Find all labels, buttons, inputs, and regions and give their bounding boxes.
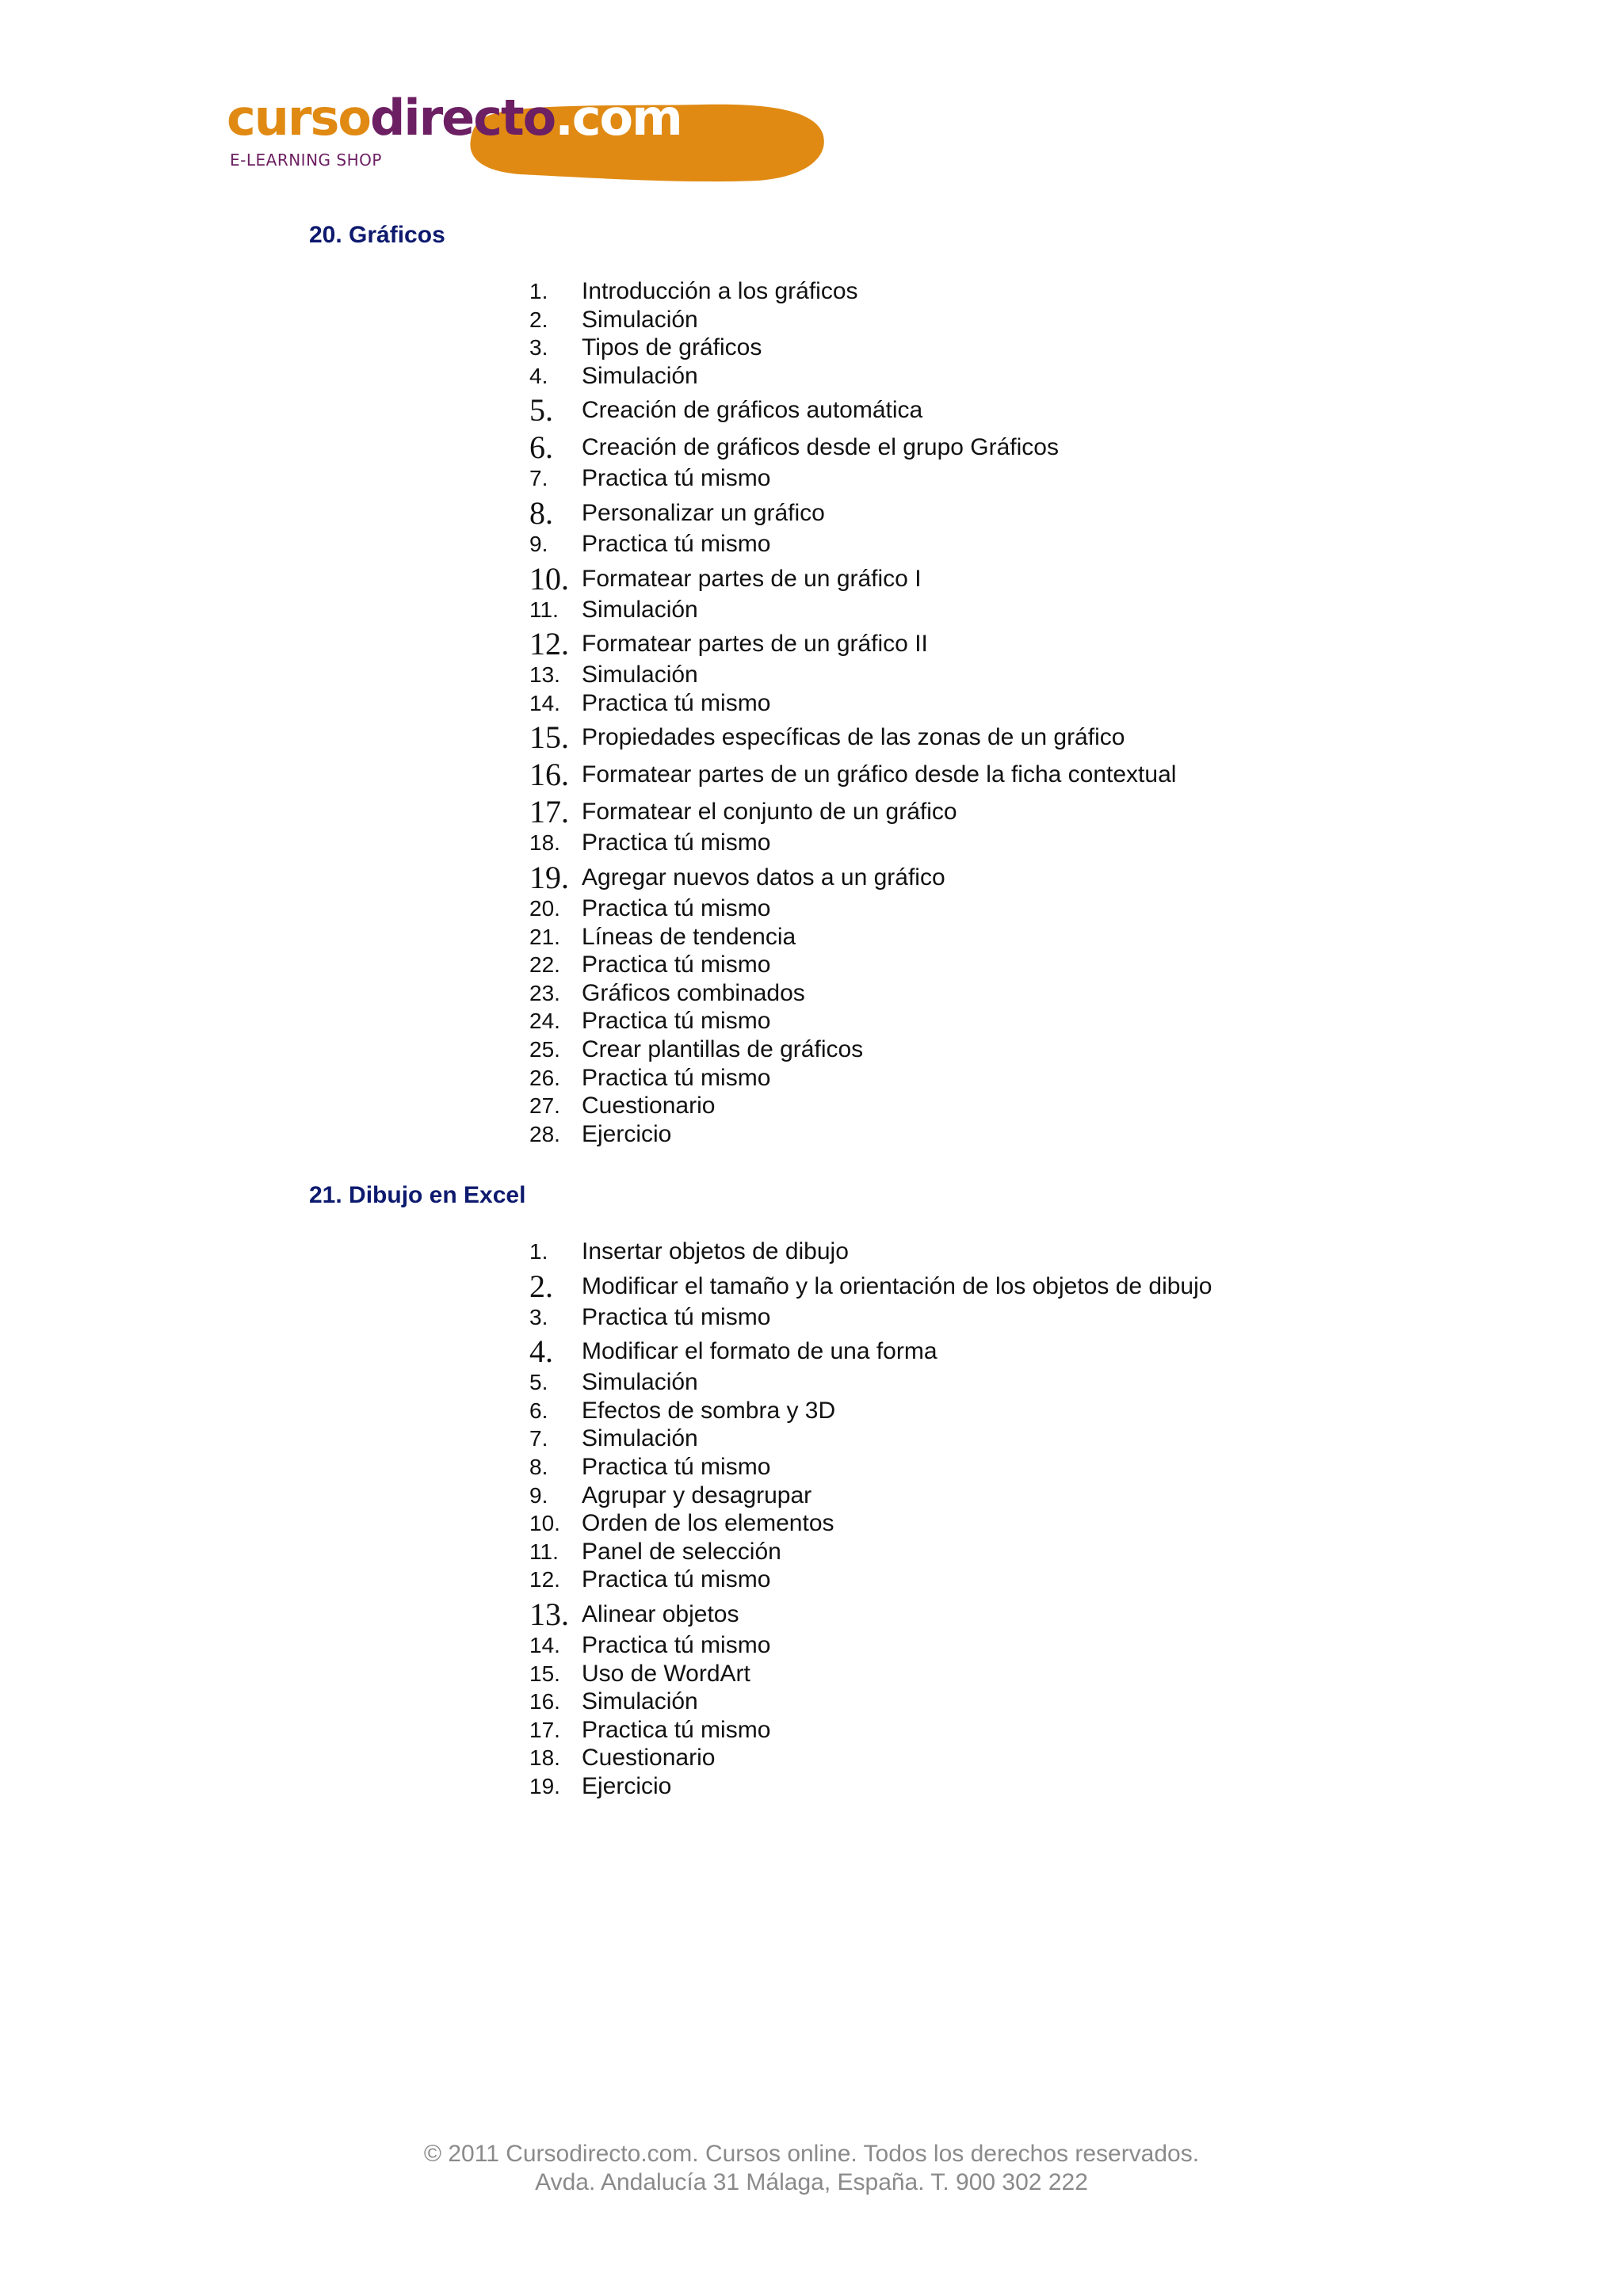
list-item-text: Formatear partes de un gráfico I bbox=[582, 565, 922, 592]
list-item-number: 16. bbox=[529, 757, 569, 793]
list-item-text: Simulación bbox=[582, 306, 698, 333]
list-item-number: 4. bbox=[529, 1333, 553, 1370]
list-item-text: Formatear partes de un gráfico II bbox=[582, 631, 928, 658]
list-item-text: Modificar el formato de una forma bbox=[582, 1338, 938, 1365]
list-item-number: 2. bbox=[529, 307, 548, 332]
list-item-number: 19. bbox=[529, 859, 569, 895]
section-title-graficos: 20. Gráficos bbox=[309, 222, 445, 248]
list-item-number: 14. bbox=[529, 690, 560, 715]
list-item-number: 16. bbox=[529, 1689, 560, 1714]
list-item-text: Practica tú mismo bbox=[582, 830, 771, 856]
list-item-number: 13. bbox=[529, 662, 560, 688]
list-item-number: 20. bbox=[529, 895, 560, 921]
list-item-text: Simulación bbox=[582, 1688, 698, 1715]
list-item-text: Simulación bbox=[582, 362, 698, 389]
list-item-number: 3. bbox=[529, 1304, 548, 1329]
list-item-text: Efectos de sombra y 3D bbox=[582, 1397, 836, 1424]
list-item-number: 8. bbox=[529, 494, 553, 531]
list-item-number: 15. bbox=[529, 719, 569, 756]
logo-curso: curso bbox=[227, 89, 370, 147]
list-item-number: 7. bbox=[529, 1426, 548, 1451]
list-item-number: 10. bbox=[529, 560, 569, 597]
logo-directo: directo bbox=[369, 89, 556, 147]
list-item-text: Formatear partes de un gráfico desde la ficha contextual bbox=[582, 761, 1177, 788]
list-item-text: Orden de los elementos bbox=[582, 1510, 834, 1537]
list-item-number: 5. bbox=[529, 1370, 548, 1395]
list-item-text: Modificar el tamaño y la orientación de los objetos de dibujo bbox=[582, 1272, 1212, 1299]
list-item-number: 14. bbox=[529, 1632, 560, 1657]
list-item-number: 18. bbox=[529, 1745, 560, 1771]
list-item-number: 10. bbox=[529, 1511, 560, 1536]
list-item-text: Propiedades específicas de las zonas de un gráfico bbox=[582, 724, 1125, 751]
list-item-text: Introducción a los gráficos bbox=[582, 278, 858, 304]
list-item-number: 28. bbox=[529, 1121, 560, 1146]
list-item-number: 6. bbox=[529, 1398, 548, 1423]
list-item-text: Practica tú mismo bbox=[582, 1566, 771, 1593]
list-item-text: Gráficos combinados bbox=[582, 979, 805, 1006]
list-item-number: 17. bbox=[529, 794, 569, 830]
list-item-text: Insertar objetos de dibujo bbox=[582, 1238, 849, 1264]
list-item-text: Practica tú mismo bbox=[582, 689, 771, 716]
logo-wordmark bbox=[227, 89, 682, 147]
list-item-text: Tipos de gráficos bbox=[582, 334, 762, 361]
list-item-number: 3. bbox=[529, 335, 548, 360]
cursodirecto-logo[interactable] bbox=[227, 89, 682, 181]
list-item-text: Practica tú mismo bbox=[582, 952, 771, 978]
list-item-text: Practica tú mismo bbox=[582, 1631, 771, 1658]
list-item-text: Practica tú mismo bbox=[582, 1008, 771, 1035]
list-item-number: 22. bbox=[529, 952, 560, 978]
list-item-number: 18. bbox=[529, 830, 560, 856]
list-item-text: Ejercicio bbox=[582, 1772, 672, 1799]
list-item-number: 27. bbox=[529, 1093, 560, 1119]
list-item-text: Formatear el conjunto de un gráfico bbox=[582, 799, 957, 826]
list-item-text: Agrupar y desagrupar bbox=[582, 1482, 812, 1508]
list-item-number: 12. bbox=[529, 1567, 560, 1592]
list-item-number: 25. bbox=[529, 1036, 560, 1062]
list-item-number: 13. bbox=[529, 1596, 569, 1632]
list-item-number: 9. bbox=[529, 1482, 548, 1508]
list-item-number: 7. bbox=[529, 466, 548, 491]
list-item-number: 9. bbox=[529, 531, 548, 556]
list-item-text: Practica tú mismo bbox=[582, 894, 771, 921]
list-item-number: 24. bbox=[529, 1009, 560, 1034]
list-item-text: Simulación bbox=[582, 596, 698, 623]
list-item-number: 1. bbox=[529, 279, 548, 303]
list-item-number: 11. bbox=[529, 1539, 559, 1564]
list-item-text: Practica tú mismo bbox=[582, 1716, 771, 1743]
list-item-text: Practica tú mismo bbox=[582, 530, 771, 557]
list-item-text: Cuestionario bbox=[582, 1093, 716, 1119]
footer-copyright: © 2011 Cursodirecto.com. Cursos online. Todos los derechos reservados. bbox=[423, 2141, 1200, 2167]
logo-tagline: E-LEARNING SHOP bbox=[230, 151, 382, 170]
list-item-number: 5. bbox=[529, 392, 553, 429]
list-item-number: 21. bbox=[529, 924, 560, 949]
list-item-number: 26. bbox=[529, 1065, 560, 1090]
list-item-text: Panel de selección bbox=[582, 1538, 781, 1565]
list-item-text: Practica tú mismo bbox=[582, 1453, 771, 1480]
footer-address: Avda. Andalucía 31 Málaga, España. T. 900 302 222 bbox=[535, 2169, 1088, 2195]
list-item-text: Crear plantillas de gráficos bbox=[582, 1035, 864, 1062]
list-item-number: 15. bbox=[529, 1661, 560, 1686]
list-item-number: 11. bbox=[529, 597, 559, 622]
list-item-text: Ejercicio bbox=[582, 1120, 672, 1147]
list-item-number: 12. bbox=[529, 626, 569, 662]
list-item-text: Cuestionario bbox=[582, 1745, 716, 1772]
list-item-text: Líneas de tendencia bbox=[582, 923, 796, 950]
list-item-number: 4. bbox=[529, 363, 548, 388]
list-item-number: 17. bbox=[529, 1717, 560, 1742]
list-item-number: 2. bbox=[529, 1268, 553, 1304]
list-item-text: Simulación bbox=[582, 1425, 698, 1452]
section-title-dibujo-en-excel: 21. Dibujo en Excel bbox=[309, 1182, 526, 1208]
list-item-number: 6. bbox=[529, 429, 553, 466]
list-item-text: Practica tú mismo bbox=[582, 1064, 771, 1091]
list-item-text: Creación de gráficos automática bbox=[582, 397, 923, 424]
list-item-number: 1. bbox=[529, 1239, 548, 1264]
list-item-text: Agregar nuevos datos a un gráfico bbox=[582, 864, 945, 891]
list-item-number: 23. bbox=[529, 980, 560, 1005]
list-item-text: Practica tú mismo bbox=[582, 465, 771, 492]
list-item-number: 8. bbox=[529, 1454, 548, 1479]
list-item-text: Practica tú mismo bbox=[582, 1303, 771, 1330]
list-item-text: Creación de gráficos desde el grupo Gráficos bbox=[582, 434, 1059, 461]
list-item-number: 19. bbox=[529, 1773, 560, 1798]
list-item-text: Simulación bbox=[582, 662, 698, 688]
list-item-text: Personalizar un gráfico bbox=[582, 499, 825, 526]
logo-com: .com bbox=[555, 89, 682, 147]
list-item-text: Uso de WordArt bbox=[582, 1660, 750, 1687]
list-item-text: Alinear objetos bbox=[582, 1600, 739, 1627]
list-item-text: Simulación bbox=[582, 1369, 698, 1396]
